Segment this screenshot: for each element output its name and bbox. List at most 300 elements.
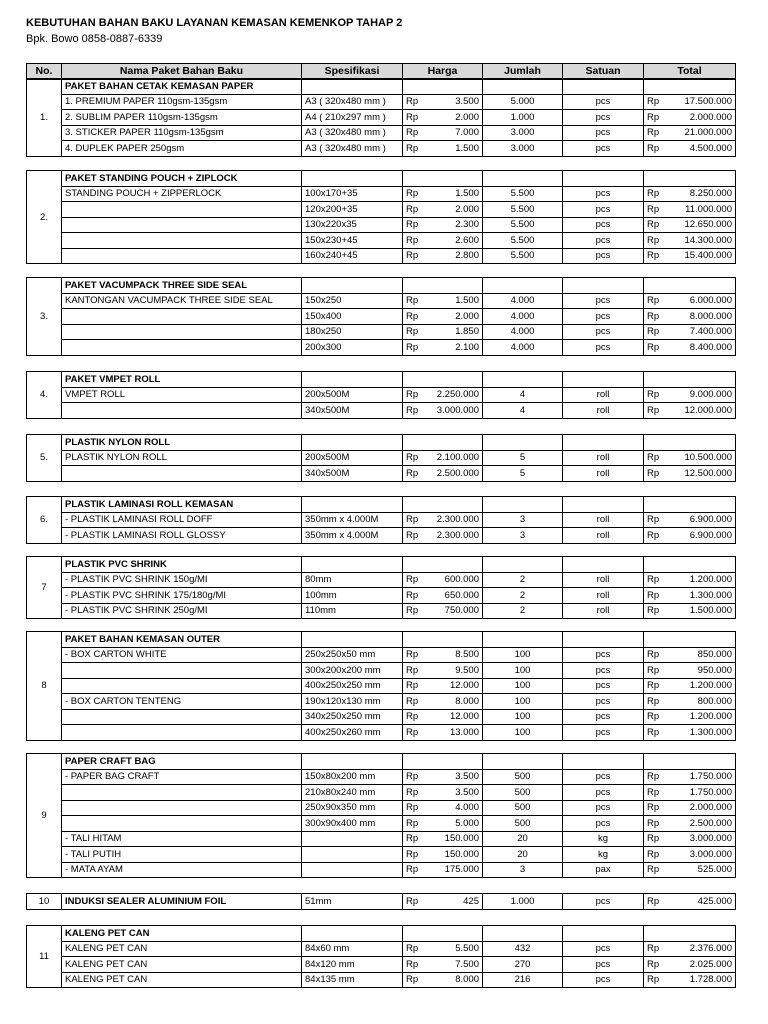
price-cell: 150.000	[428, 831, 483, 847]
section-number: 2.	[27, 171, 62, 264]
total-cell: 1.728.000	[669, 972, 736, 988]
price-cell: 1.500	[428, 293, 483, 309]
table-row	[27, 800, 736, 816]
item-name	[62, 678, 302, 694]
qty-cell	[483, 926, 563, 942]
total-cell: 1.300.000	[669, 588, 736, 604]
unit-cell: pcs	[563, 186, 644, 202]
total-cell	[644, 632, 736, 648]
price-cell: 3.500	[428, 769, 483, 785]
unit-cell: pcs	[563, 94, 644, 110]
spec-cell: 350mm x 4.000M	[302, 512, 403, 528]
total-cell	[644, 435, 736, 451]
unit-cell: pcs	[563, 141, 644, 157]
price-cell: 3.500	[428, 785, 483, 801]
unit-cell: pcs	[563, 110, 644, 126]
spec-cell	[302, 862, 403, 878]
currency-label: Rp	[644, 572, 669, 588]
qty-cell: 20	[483, 831, 563, 847]
spec-cell: 350mm x 4.000M	[302, 528, 403, 544]
currency-label: Rp	[403, 466, 428, 482]
col-header-name: Nama Paket Bahan Baku	[62, 64, 302, 80]
price-cell: 175.000	[428, 862, 483, 878]
spec-cell: 210x80x240 mm	[302, 785, 403, 801]
section-number: 7	[27, 557, 62, 619]
price-cell: 12.000	[428, 709, 483, 725]
total-cell	[644, 278, 736, 294]
item-name: - TALI PUTIH	[62, 847, 302, 863]
currency-label: Rp	[644, 588, 669, 604]
qty-cell: 1.000	[483, 894, 563, 910]
section-table	[26, 753, 736, 878]
total-cell: 1.300.000	[669, 725, 736, 741]
table-row	[27, 816, 736, 832]
spec-cell: 340x500M	[302, 466, 403, 482]
item-name	[62, 309, 302, 325]
spec-cell: 130x220x35	[302, 217, 403, 233]
spec-cell: 100mm	[302, 588, 403, 604]
spec-cell	[302, 632, 403, 648]
qty-cell: 100	[483, 725, 563, 741]
total-cell: 6.900.000	[669, 512, 736, 528]
price-cell: 2.100	[428, 340, 483, 356]
unit-cell: pcs	[563, 125, 644, 141]
total-cell: 850.000	[669, 647, 736, 663]
qty-cell: 100	[483, 709, 563, 725]
col-header-price: Harga	[403, 64, 483, 80]
table-row	[27, 603, 736, 619]
qty-cell	[483, 497, 563, 513]
total-cell: 2.025.000	[669, 957, 736, 973]
qty-cell: 5.500	[483, 202, 563, 218]
total-cell: 8.250.000	[669, 186, 736, 202]
section-number: 4.	[27, 372, 62, 419]
qty-cell	[483, 278, 563, 294]
spec-cell	[302, 497, 403, 513]
total-cell: 1.750.000	[669, 769, 736, 785]
currency-label: Rp	[644, 647, 669, 663]
total-cell: 3.000.000	[669, 847, 736, 863]
currency-label: Rp	[644, 125, 669, 141]
qty-cell: 4	[483, 403, 563, 419]
total-cell: 9.000.000	[669, 387, 736, 403]
currency-label: Rp	[644, 957, 669, 973]
total-cell: 525.000	[669, 862, 736, 878]
item-name	[62, 403, 302, 419]
currency-label: Rp	[403, 678, 428, 694]
unit-cell	[563, 632, 644, 648]
price-cell: 1.500	[428, 186, 483, 202]
section-table	[26, 277, 736, 356]
unit-cell: pcs	[563, 972, 644, 988]
table-row	[27, 663, 736, 679]
section-title: PAPER CRAFT BAG	[62, 754, 302, 770]
section-title: PAKET STANDING POUCH + ZIPLOCK	[62, 171, 302, 187]
spec-cell: 300x200x200 mm	[302, 663, 403, 679]
total-cell: 10.500.000	[669, 450, 736, 466]
col-header-qty: Jumlah	[483, 64, 563, 80]
qty-cell: 100	[483, 694, 563, 710]
unit-cell: roll	[563, 528, 644, 544]
spec-cell: 190x120x130 mm	[302, 694, 403, 710]
section-table	[26, 631, 736, 741]
currency-label: Rp	[644, 186, 669, 202]
currency-label: Rp	[403, 403, 428, 419]
table-row	[27, 725, 736, 741]
col-header-spec: Spesifikasi	[302, 64, 403, 80]
currency-label: Rp	[644, 248, 669, 264]
currency-label: Rp	[403, 340, 428, 356]
currency-label: Rp	[644, 293, 669, 309]
unit-cell: pcs	[563, 800, 644, 816]
item-name	[62, 324, 302, 340]
unit-cell: pcs	[563, 233, 644, 249]
currency-label: Rp	[403, 512, 428, 528]
item-name	[62, 725, 302, 741]
currency-label: Rp	[403, 233, 428, 249]
currency-label: Rp	[403, 94, 428, 110]
unit-cell: pcs	[563, 309, 644, 325]
qty-cell: 270	[483, 957, 563, 973]
item-name: 1. PREMIUM PAPER 110gsm-135gsm	[62, 94, 302, 110]
currency-label: Rp	[403, 831, 428, 847]
spec-cell	[302, 847, 403, 863]
qty-cell	[483, 632, 563, 648]
unit-cell	[563, 79, 644, 95]
currency-label: Rp	[644, 725, 669, 741]
qty-cell: 5	[483, 450, 563, 466]
total-cell: 425.000	[669, 894, 736, 910]
price-cell	[403, 435, 483, 451]
spec-cell: 340x500M	[302, 403, 403, 419]
currency-label: Rp	[403, 450, 428, 466]
table-row	[27, 403, 736, 419]
section-table	[26, 925, 736, 988]
total-cell: 1.200.000	[669, 572, 736, 588]
item-name: 2. SUBLIM PAPER 110gsm-135gsm	[62, 110, 302, 126]
spec-cell: 84x60 mm	[302, 941, 403, 957]
total-cell: 11.000.000	[669, 202, 736, 218]
item-name	[62, 340, 302, 356]
currency-label: Rp	[644, 340, 669, 356]
price-cell: 4.000	[428, 800, 483, 816]
currency-label: Rp	[403, 972, 428, 988]
currency-label: Rp	[403, 309, 428, 325]
qty-cell: 3	[483, 528, 563, 544]
price-cell: 2.300.000	[428, 528, 483, 544]
price-cell: 13.000	[428, 725, 483, 741]
total-cell: 2.000.000	[669, 800, 736, 816]
qty-cell: 5.500	[483, 248, 563, 264]
unit-cell: pcs	[563, 324, 644, 340]
currency-label: Rp	[644, 941, 669, 957]
section-number: 1.	[27, 79, 62, 157]
total-cell: 14.300.000	[669, 233, 736, 249]
price-cell: 5.500	[428, 941, 483, 957]
section-table	[26, 78, 736, 157]
qty-cell: 3.000	[483, 125, 563, 141]
total-cell: 1.200.000	[669, 678, 736, 694]
qty-cell: 100	[483, 678, 563, 694]
table-row	[27, 647, 736, 663]
qty-cell: 500	[483, 769, 563, 785]
currency-label: Rp	[644, 309, 669, 325]
col-header-unit: Satuan	[563, 64, 644, 80]
unit-cell: roll	[563, 588, 644, 604]
table-row	[27, 309, 736, 325]
currency-label: Rp	[403, 862, 428, 878]
currency-label: Rp	[644, 141, 669, 157]
spec-cell	[302, 372, 403, 388]
item-name: - MATA AYAM	[62, 862, 302, 878]
unit-cell	[563, 754, 644, 770]
currency-label: Rp	[644, 694, 669, 710]
table-row	[27, 572, 736, 588]
table-row	[27, 324, 736, 340]
section-number: 6.	[27, 497, 62, 544]
table-row	[27, 202, 736, 218]
contact-line: Bpk. Bowo 0858-0887-6339	[26, 33, 163, 45]
unit-cell: pcs	[563, 293, 644, 309]
currency-label: Rp	[644, 110, 669, 126]
currency-label: Rp	[644, 324, 669, 340]
currency-label: Rp	[644, 94, 669, 110]
section-title-row	[27, 926, 736, 942]
price-cell	[403, 557, 483, 573]
table-row	[27, 450, 736, 466]
table-row	[27, 831, 736, 847]
currency-label: Rp	[403, 141, 428, 157]
table-row	[27, 340, 736, 356]
spec-cell: A3 ( 320x480 mm )	[302, 141, 403, 157]
price-cell: 425	[428, 894, 483, 910]
unit-cell: pcs	[563, 816, 644, 832]
unit-cell: pcs	[563, 941, 644, 957]
price-cell	[403, 171, 483, 187]
price-cell	[403, 278, 483, 294]
price-cell: 2.100.000	[428, 450, 483, 466]
unit-cell: pcs	[563, 647, 644, 663]
price-cell: 8.000	[428, 694, 483, 710]
item-name	[62, 217, 302, 233]
section-title: PAKET BAHAN KEMASAN OUTER	[62, 632, 302, 648]
section-title: INDUKSI SEALER ALUMINIUM FOIL	[62, 894, 302, 910]
total-cell	[644, 754, 736, 770]
price-cell	[403, 372, 483, 388]
total-cell: 2.000.000	[669, 110, 736, 126]
page-title: KEBUTUHAN BAHAN BAKU LAYANAN KEMASAN KEMENKOP TAHAP 2	[26, 17, 403, 29]
section-title: PLASTIK NYLON ROLL	[62, 435, 302, 451]
total-cell: 800.000	[669, 694, 736, 710]
item-name: - PLASTIK LAMINASI ROLL DOFF	[62, 512, 302, 528]
section-number: 11	[27, 926, 62, 988]
price-cell: 600.000	[428, 572, 483, 588]
qty-cell	[483, 557, 563, 573]
total-cell	[644, 79, 736, 95]
price-cell: 9.500	[428, 663, 483, 679]
unit-cell	[563, 497, 644, 513]
total-cell: 8.000.000	[669, 309, 736, 325]
spec-cell: 250x250x50 mm	[302, 647, 403, 663]
unit-cell: pcs	[563, 709, 644, 725]
currency-label: Rp	[644, 800, 669, 816]
unit-cell: pcs	[563, 725, 644, 741]
section-title: PAKET VACUMPACK THREE SIDE SEAL	[62, 278, 302, 294]
section-table	[26, 371, 736, 419]
spec-cell	[302, 557, 403, 573]
item-name: STANDING POUCH + ZIPPERLOCK	[62, 186, 302, 202]
unit-cell: roll	[563, 466, 644, 482]
spec-cell: 200x500M	[302, 450, 403, 466]
total-cell: 7.400.000	[669, 324, 736, 340]
spec-cell: 400x250x260 mm	[302, 725, 403, 741]
unit-cell: pcs	[563, 894, 644, 910]
currency-label: Rp	[403, 186, 428, 202]
price-cell: 3.500	[428, 94, 483, 110]
unit-cell: pcs	[563, 248, 644, 264]
unit-cell	[563, 171, 644, 187]
price-cell: 1.850	[428, 324, 483, 340]
currency-label: Rp	[403, 800, 428, 816]
currency-label: Rp	[644, 663, 669, 679]
qty-cell: 5.500	[483, 233, 563, 249]
total-cell: 6.000.000	[669, 293, 736, 309]
spec-cell	[302, 435, 403, 451]
unit-cell: pcs	[563, 678, 644, 694]
qty-cell: 432	[483, 941, 563, 957]
spec-cell: 110mm	[302, 603, 403, 619]
qty-cell: 2	[483, 588, 563, 604]
unit-cell	[563, 278, 644, 294]
spec-cell: 200x300	[302, 340, 403, 356]
table-row	[27, 466, 736, 482]
table-row	[27, 709, 736, 725]
unit-cell	[563, 372, 644, 388]
spec-cell	[302, 831, 403, 847]
price-cell: 3.000.000	[428, 403, 483, 419]
unit-cell: roll	[563, 512, 644, 528]
spec-cell: 80mm	[302, 572, 403, 588]
table-row	[27, 957, 736, 973]
spec-cell: 180x250	[302, 324, 403, 340]
section-table	[26, 434, 736, 482]
total-cell	[644, 926, 736, 942]
section-title: KALENG PET CAN	[62, 926, 302, 942]
unit-cell: roll	[563, 572, 644, 588]
section-table	[26, 893, 736, 910]
unit-cell: pcs	[563, 663, 644, 679]
unit-cell: pcs	[563, 217, 644, 233]
spec-cell: A3 ( 320x480 mm )	[302, 125, 403, 141]
section-number: 8	[27, 632, 62, 741]
total-cell	[644, 557, 736, 573]
qty-cell	[483, 79, 563, 95]
currency-label: Rp	[644, 387, 669, 403]
price-cell: 2.300.000	[428, 512, 483, 528]
table-row	[27, 847, 736, 863]
unit-cell: kg	[563, 831, 644, 847]
col-header-total: Total	[644, 64, 736, 80]
section-title-row	[27, 435, 736, 451]
currency-label: Rp	[403, 725, 428, 741]
currency-label: Rp	[644, 894, 669, 910]
currency-label: Rp	[403, 324, 428, 340]
item-name: PLASTIK NYLON ROLL	[62, 450, 302, 466]
section-title: PAKET VMPET ROLL	[62, 372, 302, 388]
currency-label: Rp	[403, 816, 428, 832]
price-cell: 2.800	[428, 248, 483, 264]
currency-label: Rp	[403, 894, 428, 910]
price-cell: 650.000	[428, 588, 483, 604]
section-title-row	[27, 632, 736, 648]
spec-cell	[302, 171, 403, 187]
currency-label: Rp	[403, 785, 428, 801]
qty-cell: 3	[483, 862, 563, 878]
item-name: - PLASTIK PVC SHRINK 250g/MI	[62, 603, 302, 619]
price-cell: 2.500.000	[428, 466, 483, 482]
currency-label: Rp	[403, 387, 428, 403]
section-title-row	[27, 557, 736, 573]
spec-cell: 200x500M	[302, 387, 403, 403]
total-cell: 1.200.000	[669, 709, 736, 725]
spec-cell: 150x250	[302, 293, 403, 309]
col-header-no: No.	[27, 64, 62, 80]
section-title-row	[27, 278, 736, 294]
table-row	[27, 785, 736, 801]
unit-cell	[563, 926, 644, 942]
spec-cell: 300x90x400 mm	[302, 816, 403, 832]
spec-cell: 120x200+35	[302, 202, 403, 218]
qty-cell: 3	[483, 512, 563, 528]
price-cell: 2.250.000	[428, 387, 483, 403]
unit-cell: pcs	[563, 694, 644, 710]
unit-cell: pax	[563, 862, 644, 878]
price-cell: 7.000	[428, 125, 483, 141]
price-cell: 750.000	[428, 603, 483, 619]
spec-cell: A4 ( 210x297 mm )	[302, 110, 403, 126]
section-title: PLASTIK LAMINASI ROLL KEMASAN	[62, 497, 302, 513]
section-table	[26, 496, 736, 544]
total-cell	[644, 171, 736, 187]
price-cell: 7.500	[428, 957, 483, 973]
spec-cell: 100x170+35	[302, 186, 403, 202]
section-title-row	[27, 497, 736, 513]
table-row	[27, 941, 736, 957]
total-cell: 21.000.000	[669, 125, 736, 141]
unit-cell: pcs	[563, 957, 644, 973]
spec-cell: 160x240+45	[302, 248, 403, 264]
table-row	[27, 588, 736, 604]
currency-label: Rp	[644, 202, 669, 218]
price-cell	[403, 497, 483, 513]
spec-cell: 150x80x200 mm	[302, 769, 403, 785]
item-name	[62, 709, 302, 725]
price-cell: 2.000	[428, 202, 483, 218]
price-cell: 2.000	[428, 309, 483, 325]
currency-label: Rp	[644, 847, 669, 863]
qty-cell: 2	[483, 572, 563, 588]
total-cell: 12.650.000	[669, 217, 736, 233]
unit-cell: pcs	[563, 202, 644, 218]
currency-label: Rp	[403, 603, 428, 619]
item-name: 4. DUPLEK PAPER 250gsm	[62, 141, 302, 157]
qty-cell	[483, 435, 563, 451]
unit-cell	[563, 557, 644, 573]
price-cell	[403, 79, 483, 95]
total-cell: 12.500.000	[669, 466, 736, 482]
qty-cell: 500	[483, 785, 563, 801]
table-row	[27, 862, 736, 878]
